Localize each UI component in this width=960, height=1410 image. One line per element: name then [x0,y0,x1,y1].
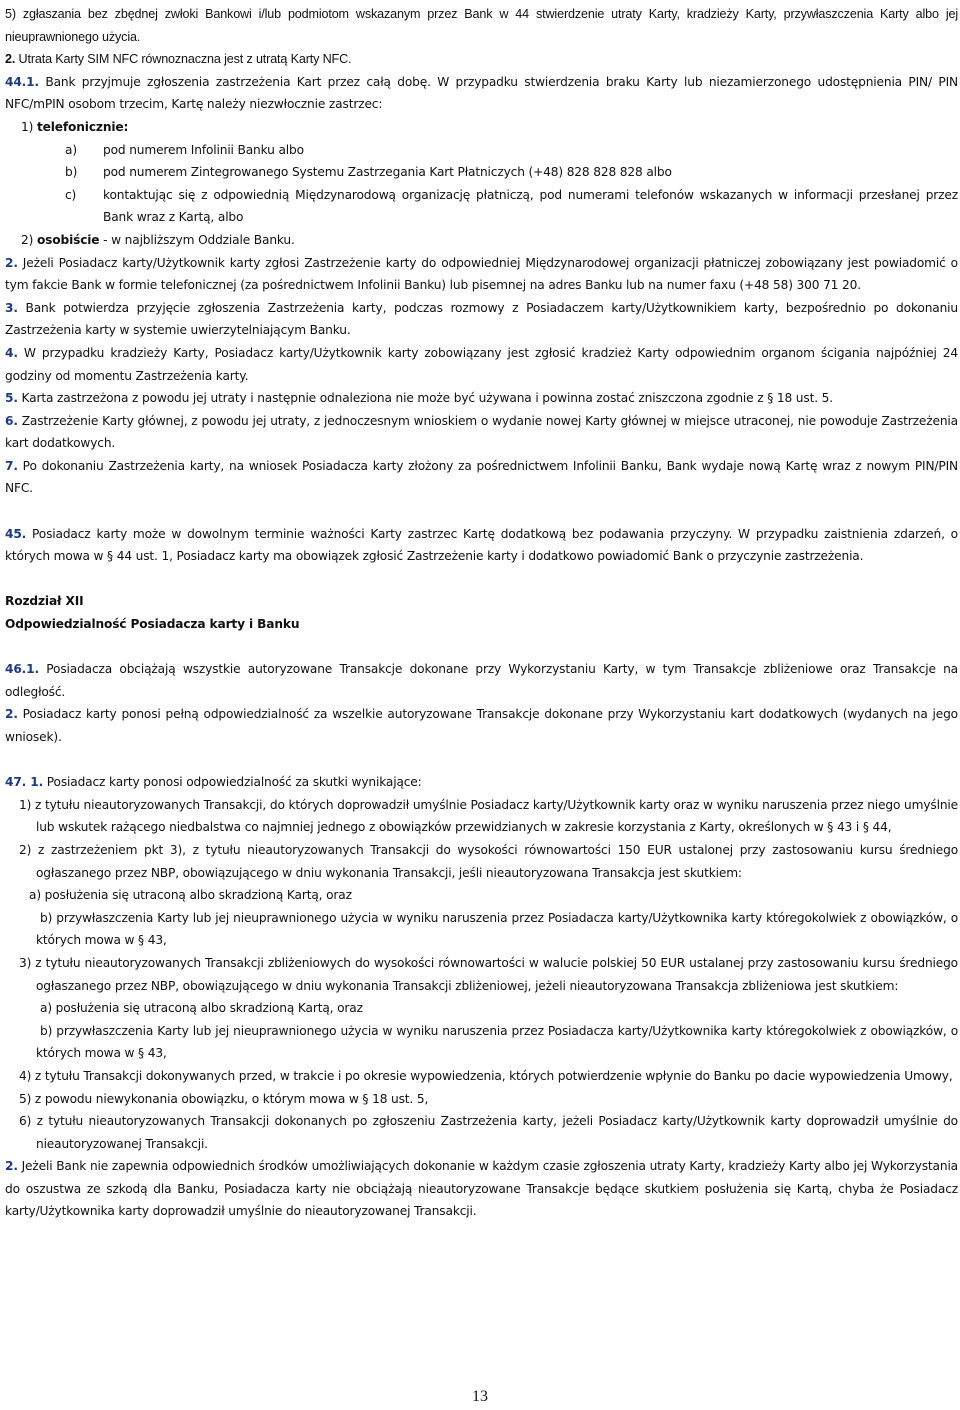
paragraph [5,71,958,116]
list-item: a) posłużenia się utraconą albo skradzioną Kartą, oraz [40,1001,363,1016]
spacer [5,500,958,523]
list-item [5,184,958,229]
paragraph-number: 2. [5,52,16,67]
paragraph [5,297,958,342]
paragraph [5,342,958,387]
spacer [5,749,958,772]
list-item: b) przywłaszczenia Karty lub jej nieuprawnionego użycia w wyniku naruszenia przez Posiadacza karty/Użytkownika karty któregokolwiek z obowiązków, o których mowa w § 43, [36,1023,958,1061]
list-item: 6) z tytułu nieautoryzowanych Transakcji dokonanych po zgłoszeniu Zastrzeżenia karty, jeżeli Posiadacz karty/Użytkownik karty doprowadził umyślnie do nieautoryzowanej Transakcji. [19,1114,958,1151]
list-item: 3) z tytułu nieautoryzowanych Transakcji zbliżeniowych do wysokości równowartości w walucie polskiej 50 EUR ustalanej przy zastosowaniu kursu średniego ogłaszanego przez NBP, obowiązującego w dniu wykonania Transakcji zbliżeniowej, jeżeli nieautoryzowana Transakcja zbliżeniowa jest skutkiem: [19,955,958,993]
paragraph-text: Posiadacz karty ponosi odpowiedzialność za skutki wynikające: [43,775,422,790]
chapter-title: Odpowiedzialność Posiadacza karty i Banku [5,617,300,632]
list-item: b) przywłaszczenia Karty lub jej nieuprawnionego użycia w wyniku naruszenia przez Posiadacza karty/Użytkownika karty któregokolwiek z obowiązków, o których mowa w § 43, [36,910,958,948]
paragraph-text: Zastrzeżenie Karty głównej, z powodu jej utraty, z jednoczesnym wnioskiem o wydanie nowej Karty głównej w miejsce utraconej, nie powoduje Zastrzeżenia kart dodatkowych. [5,413,958,451]
list-text: - w najbliższym Oddziale Banku. [99,232,295,247]
list-item: 4) z tytułu Transakcji dokonywanych przed, w trakcie i po okresie wypowiedzenia, których potwierdzenie wpłynie do Banku po dacie wypowiedzenia Umowy, [19,1068,953,1083]
paragraph-number: 44.1. [5,74,39,89]
list-letter: b) [65,165,78,180]
list-text: kontaktując się z odpowiednią Międzynarodową organizację płatniczą, pod numerami telefonów wskazanych w informacji przesłanej przez Bank wraz z Kartą, albo [103,187,958,225]
paragraph-text: Utrata Karty SIM NFC równoznaczna jest z utratą Karty NFC. [15,52,352,67]
paragraph-text: Bank przyjmuje zgłoszenia zastrzeżenia Kart przez całą dobę. [38,74,431,89]
spacer [5,636,958,659]
paragraph [5,410,958,455]
paragraph-number: 4. [5,345,18,360]
paragraph-number: 45. [5,526,27,541]
list-item: a) posłużenia się utraconą albo skradzioną Kartą, oraz [29,888,352,903]
list-item [5,161,958,184]
paragraph-text: Posiadacz karty może w dowolnym terminie ważności Karty zastrzec Kartę dodatkową bez podawania przyczyny. W przypadku zaistnienia zdarzeń, o których mowa w § 44 ust. 1, Posiadacz karty ma obowiązek zgłosić Zastrzeżenie karty i dodatkowo powiadomić Bank o przyczynie zastrzeżenia. [5,526,958,564]
paragraph-number: 7. [5,458,18,473]
page-number: 13 [472,1388,488,1405]
paragraph-text: Jeżeli Bank nie zapewnia odpowiednich środków umożliwiających dokonanie w każdym czasie zgłoszenia utraty Karty, kradzieży Karty albo jej Wykorzystania do oszustwa ze szkodą dla Banku, Posiadacza karty nie obciążają nieautoryzowane Transakcje będące skutkiem posłużenia się Kartą, chyba że Posiadacz karty/Użytkownika karty doprowadził umyślnie do nieautoryzowanej Transakcji. [5,1159,958,1219]
paragraph-text: Po dokonaniu Zastrzeżenia karty, na wniosek Posiadacza karty złożony za pośrednictwem Infolinii Banku, Bank wydaje nową Kartę wraz z nowym PIN/PIN NFC. [5,458,958,496]
paragraph [5,48,958,71]
list-item: 1) z tytułu nieautoryzowanych Transakcji, do których doprowadził umyślnie Posiadacz karty/Użytkownik karty oraz w wyniku naruszenia przez niego umyślnie lub wskutek rażącego niedbalstwa co najmniej jednego z obowiązków przewidzianych w zakresie korzystania z Karty, określonych w § 43 i § 44, [19,797,958,835]
paragraph-number: 2. [5,1159,18,1174]
paragraph [5,455,958,500]
paragraph-text: W przypadku stwierdzenia braku Karty lub niezamierzonego udostępnienia PIN/ PIN NFC/mPIN osobom trzecim, Kartę należy niezwłocznie zastrzec: [5,74,958,112]
list-text: telefonicznie: [36,119,129,134]
paragraph-text: Posiadacz karty ponosi pełną odpowiedzialność za wszelkie autoryzowane Transakcje dokonane przy Wykorzystaniu kart dodatkowych (wydanych na jego wniosek). [5,707,958,744]
list-item: 5) z powodu niewykonania obowiązku, o którym mowa w § 18 ust. 5, [19,1091,429,1106]
list-text-bold: osobiście [36,232,100,247]
list-item [5,229,958,252]
paragraph-number: 6. [5,413,18,428]
paragraph-number: 2. [5,255,18,270]
chapter-number: Rozdział XII [5,594,84,609]
spacer [5,568,958,591]
list-item [5,116,958,139]
paragraph [5,703,958,748]
paragraph-text: Jeżeli Posiadacz karty/Użytkownik karty zgłosi Zastrzeżenie karty do odpowiedniej Międzynarodowej organizacji płatniczej zobowiązany jest powiadomić o tym fakcie Bank w formie telefonicznej (za pośrednictwem Infolinii Banku) lub pisemnej na adres Banku lub na numer faxu (+48 58) 300 71 20. [5,255,958,293]
paragraph-number: 46.1. [5,662,39,677]
paragraph [5,1155,958,1223]
paragraph [5,252,958,297]
list-number: 1) [21,119,34,134]
paragraph [5,387,958,410]
paragraph [5,771,958,794]
list-letter: a) [65,142,77,157]
paragraph-number: 47. 1. [5,775,44,790]
paragraph-number: 5. [5,391,18,406]
list-item [5,139,958,162]
list-text: pod numerem Infolinii Banku albo [103,142,304,157]
paragraph-text: W przypadku kradzieży Karty, Posiadacz karty/Użytkownik karty zobowiązany jest zgłosić kradzież Karty odpowiednim organom ścigania najpóźniej 24 godziny od momentu Zastrzeżenia karty. [5,345,958,383]
list-number: 2) [21,232,34,247]
paragraph-number: 3. [5,300,18,315]
list-item: 2) z zastrzeżeniem pkt 3), z tytułu nieautoryzowanych Transakcji do wysokości równowartości 150 EUR ustalonej przy zastosowaniu kursu średniego ogłaszanego przez NBP, obowiązującego w dniu wykonania Transakcji, jeśli nieautoryzowana Transakcja jest skutkiem: [19,842,958,880]
paragraph [5,523,958,568]
list-letter: c) [65,187,77,202]
paragraph-text: Karta zastrzeżona z powodu jej utraty i następnie odnaleziona nie może być używana i powinna zostać zniszczona zgodnie z § 18 ust. 5. [17,391,833,406]
paragraph [5,658,958,703]
paragraph-text: Bank potwierdza przyjęcie zgłoszenia Zastrzeżenia karty, podczas rozmowy z Posiadaczem karty/Użytkownikiem karty, bezpośrednio po dokonaniu Zastrzeżenia karty w systemie uwierzytelniającym Banku. [5,300,958,338]
paragraph-text: Posiadacza obciążają wszystkie autoryzowane Transakcje dokonane przy Wykorzystaniu Karty, w tym Transakcje zbliżeniowe oraz Transakcje na odległość. [5,662,958,699]
paragraph-number: 2. [5,707,18,722]
document-page [5,3,958,1223]
list-text: pod numerem Zintegrowanego Systemu Zastrzegania Kart Płatniczych (+48) 828 828 828 albo [103,165,672,180]
paragraph: 5) zgłaszania bez zbędnej zwłoki Bankowi i/lub podmiotom wskazanym przez Bank w 44 stwierdzenie utraty Karty, kradzieży Karty, przywłaszczenia Karty albo jej nieuprawnionego użycia. [5,7,958,44]
